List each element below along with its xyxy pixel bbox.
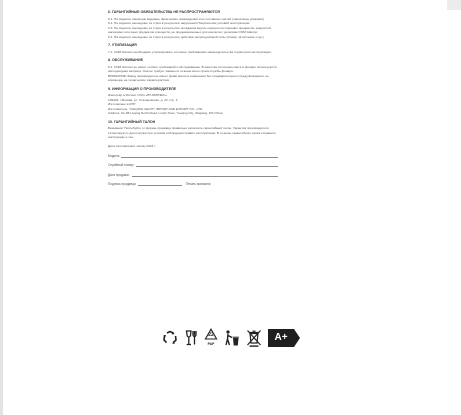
section-warranty-exclusions <box>108 10 358 39</box>
section-line: 6.1. На изделия, имеющие видимые физические повреждения и их составных частей (чернилицы упаковки). <box>108 16 265 21</box>
section-line: Изготовитель: YUEQING GECHY IMPORT AND EXPORT CO., LTD. <box>108 106 204 111</box>
section-line: 6.3. На изделия, вышедшие из строя в результате попадания внутрь корпуса посторонних предметов, жидкостей, <box>108 25 272 30</box>
certification-symbols <box>162 328 300 348</box>
serial-label: Серийный номер: <box>108 163 135 168</box>
section-heading: 8. ОБСЛУЖИВАНИЕ <box>108 58 144 62</box>
document-content <box>108 10 358 186</box>
serial-line[interactable] <box>136 163 278 168</box>
section-line: насекомых или иных предметов и веществ, не предназначенных для контакта с деталями CNM Glanzer. <box>108 30 259 34</box>
section-line: 8.1. CNM Glanzer не имеет особых требований к обслуживанию. В качестве источника света в фонаре используются <box>108 64 277 69</box>
sale-date-line[interactable] <box>132 172 278 177</box>
section-line: Address: No.88 Liuqing North Road, Liushi Town, Yueqing City, Zhejiang, P.R.China <box>108 111 223 115</box>
seller-signature-label: Подпись продавца <box>108 181 136 186</box>
section-warranty-card <box>108 120 358 140</box>
section-line: 7.1. CNM Glanzer необходимо утилизировать согласно требованиям законодательства территории эксплуатации. <box>108 49 272 54</box>
recycle-loop-icon <box>162 330 178 346</box>
section-manufacturer <box>108 87 358 116</box>
warranty-form <box>108 144 358 186</box>
serial-field[interactable] <box>108 162 278 167</box>
stamp-label: Печать магазина <box>185 181 211 186</box>
section-line: Изготовлено в КНР <box>108 102 136 106</box>
section-line: 6.2. На изделия, вышедшие из строя в результате нарушения Покупателем условий эксплуатации. <box>108 21 251 25</box>
model-label: Модель <box>108 153 120 158</box>
pap-recycling-code-icon <box>204 328 218 348</box>
signature-row <box>108 181 358 186</box>
scan-corner <box>447 0 461 10</box>
section-line: 109428, г.Москва, ул. Стахановская, д. 22, стр. 2 <box>108 97 178 102</box>
tidyman-bin-icon <box>224 329 240 347</box>
sale-date-label: Дата продажи: <box>108 172 130 177</box>
section-heading: 9. ИНФОРМАЦИЯ О ПРОИЗВОДИТЕЛЕ <box>108 86 177 91</box>
section-line: светодиодная матрица. Она не требует замены в течение всего срока службы фонаря. <box>108 69 234 73</box>
crossed-bin-icon <box>246 329 262 347</box>
energy-class-label: A+ <box>268 329 294 347</box>
section-line: 12 месяцев со дня покупки при условии соблюдения правил эксплуатации. В течение гарантийного срока сохраните <box>108 130 276 135</box>
energy-class-a-plus-icon <box>268 329 300 347</box>
section-heading: 6. ГАРАНТИЙНЫЕ ОБЯЗАТЕЛЬСТВА НЕ РАСПРОСТРАНЯЮТСЯ <box>108 10 220 14</box>
section-line: 6.4. На изделия, вышедшие из строя в результате действия непреодолимой силы (пожар, затопление и др.). <box>108 34 265 39</box>
date-made-text: Дата изготовления: месяц 2023 г. <box>108 143 156 148</box>
section-line: Внимание! Потребуйте от фирмы-продавца правильно заполнить гарантийный талон. Гарантия производителя <box>108 126 269 130</box>
section-heading: 7. УТИЛИЗАЦИЯ <box>108 43 137 47</box>
section-line: ВНИМАНИЕ! Завод производитель имеет право вносить изменения без предварительного предупреждения, не <box>108 73 269 78</box>
section-disposal <box>108 43 358 54</box>
glass-fork-icon <box>184 329 198 347</box>
section-maintenance <box>108 58 358 83</box>
sale-date-field[interactable] <box>108 172 278 177</box>
seller-signature-line[interactable] <box>138 181 182 186</box>
scan-edge <box>0 0 3 415</box>
model-field[interactable] <box>108 153 278 158</box>
recycling-code-label: PAP <box>207 342 215 346</box>
recycling-code-number: 22 <box>208 332 214 338</box>
section-line: влияющие на технические характеристики. <box>108 78 171 82</box>
section-heading: 10. ГАРАНТИЙНЫЙ ТАЛОН <box>108 119 156 124</box>
model-line[interactable] <box>121 153 278 158</box>
section-line: Импортёр в России: ООО «ВТ-ИМПЭКС» <box>108 93 168 97</box>
energy-class-arrow-tip <box>294 329 300 347</box>
section-line: инструкцию и чек. <box>108 135 134 139</box>
